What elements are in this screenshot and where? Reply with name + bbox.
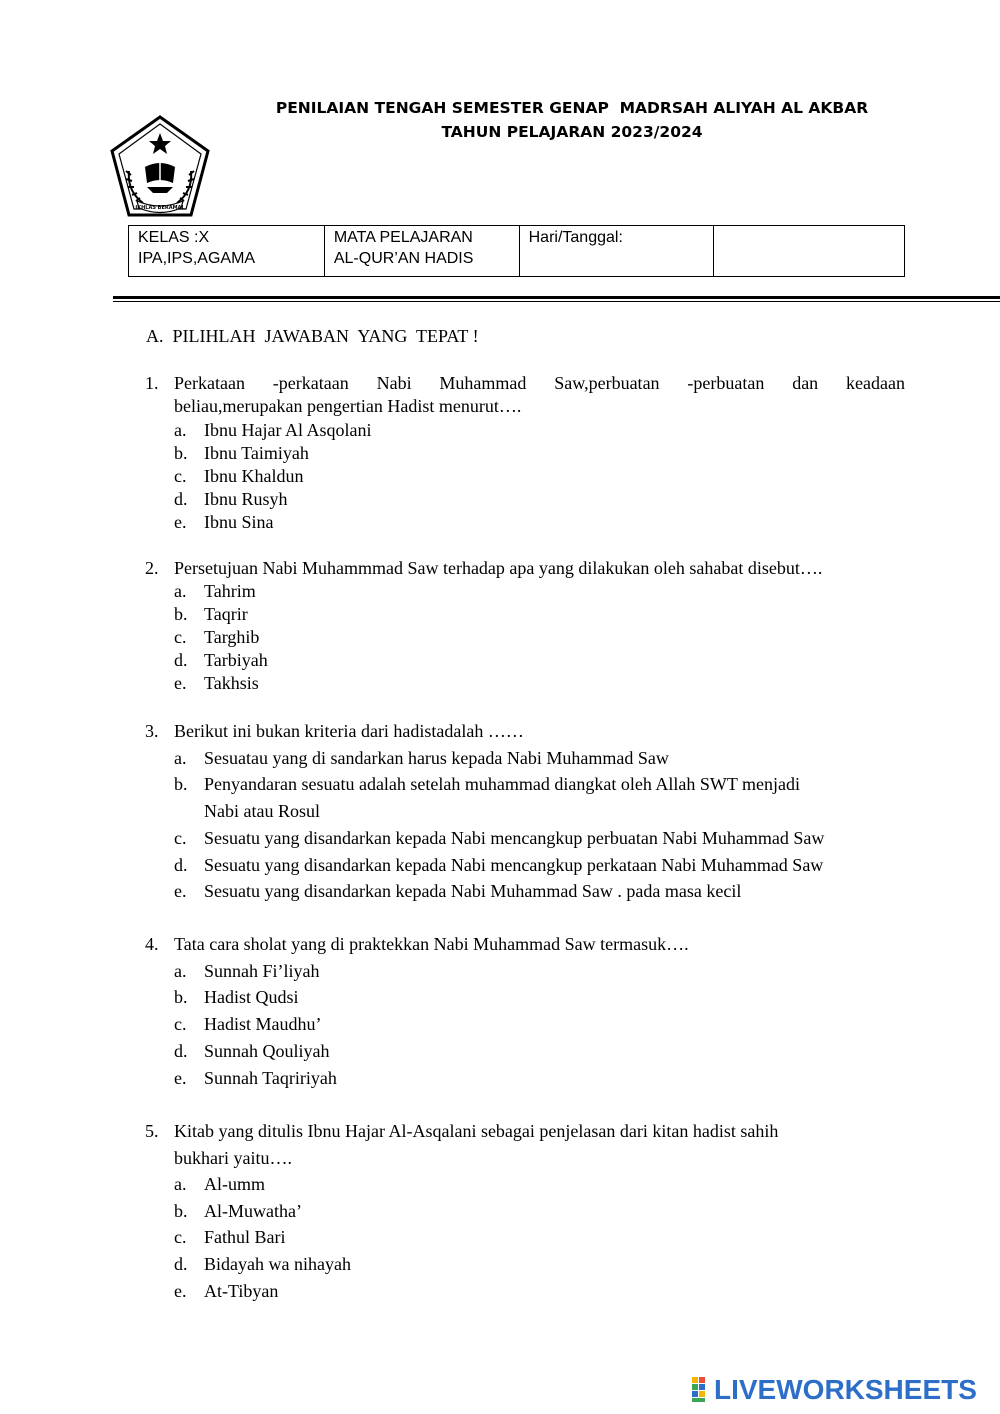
option-text: Hadist Qudsi: [204, 987, 299, 1007]
option-text-line: Penyandaran sesuatu adalah setelah muhammad diangkat oleh Allah SWT menjadi: [204, 774, 800, 794]
option-letter: a.: [174, 1174, 187, 1194]
option-letter: a.: [174, 420, 187, 440]
option-letter: c.: [174, 466, 187, 486]
option-letter: b.: [174, 987, 188, 1007]
question-text-line: Persetujuan Nabi Muhammmad Saw terhadap apa yang dilakukan oleh sahabat disebut….: [174, 558, 823, 578]
option-text: Ibnu Sina: [204, 512, 274, 532]
option-text-line: Nabi atau Rosul: [204, 801, 320, 821]
option-letter: e.: [174, 512, 187, 532]
option-letter: b.: [174, 604, 188, 624]
hari-tanggal-value-cell[interactable]: [714, 226, 905, 277]
option-text: Fathul Bari: [204, 1227, 286, 1247]
option-letter: d.: [174, 1041, 188, 1061]
question-text: [174, 557, 905, 580]
option-text: Targhib: [204, 627, 260, 647]
svg-text:IKHLAS BERAMAL: IKHLAS BERAMAL: [135, 205, 185, 211]
option-letter: d.: [174, 650, 188, 670]
question-text-line: beliau,merupakan pengertian Hadist menurut….: [174, 396, 522, 416]
option-letter: a.: [174, 748, 187, 768]
option-text: Sesuatu yang disandarkan kepada Nabi Muhammad Saw . pada masa kecil: [204, 881, 742, 901]
option-text: Ibnu Rusyh: [204, 489, 288, 509]
question-text-line: Perkataan -perkataan Nabi Muhammad Saw,perbuatan -perbuatan dan keadaan: [174, 373, 905, 393]
header-divider-thin: [113, 301, 1000, 302]
option-letter: e.: [174, 881, 187, 901]
question-number: 3.: [145, 721, 159, 741]
liveworksheets-logo-icon: [692, 1377, 712, 1403]
kelas-value: IPA,IPS,AGAMA: [138, 250, 256, 267]
question-text: [174, 931, 905, 957]
exam-title: [200, 96, 944, 144]
option-text: At-Tibyan: [204, 1281, 279, 1301]
question-text-line: Kitab yang ditulis Ibnu Hajar Al-Asqalani sebagai penjelasan dari kitan hadist sahih: [174, 1121, 779, 1141]
option-letter: a.: [174, 581, 187, 601]
header-divider: [113, 296, 1000, 299]
option-letter: c.: [174, 1227, 187, 1247]
option-letter: b.: [174, 1201, 188, 1221]
option-letter: a.: [174, 961, 187, 981]
option-letter: d.: [174, 855, 188, 875]
exam-info-table: [128, 225, 905, 277]
mapel-value: AL-QUR’AN HADIS: [333, 250, 474, 267]
question-number: 4.: [145, 934, 159, 954]
option-letter: d.: [174, 489, 188, 509]
mapel-label: MATA PELAJARAN: [333, 229, 473, 246]
mapel-cell: [324, 226, 519, 277]
option-text: Sesuatau yang di sandarkan harus kepada Nabi Muhammad Saw: [204, 748, 669, 768]
liveworksheets-logo[interactable]: [692, 1375, 977, 1405]
option-text: Ibnu Hajar Al Asqolani: [204, 420, 372, 440]
option-text: Al-umm: [204, 1174, 265, 1194]
question-number: 2.: [145, 558, 159, 578]
question-text: [174, 718, 905, 744]
exam-title-line2: TAHUN PELAJARAN 2023/2024: [441, 123, 703, 141]
option-letter: e.: [174, 1281, 187, 1301]
option-text: Sesuatu yang disandarkan kepada Nabi mencangkup perbuatan Nabi Muhammad Saw: [204, 828, 825, 848]
question-text-line: bukhari yaitu….: [174, 1148, 292, 1168]
exam-title-line1: PENILAIAN TENGAH SEMESTER GENAP MADRSAH ALIYAH AL AKBAR: [275, 99, 869, 117]
option-text: Sunnah Taqririyah: [204, 1068, 337, 1088]
kelas-label: KELAS :X: [138, 229, 210, 246]
option-text: Tahrim: [204, 581, 256, 601]
section-title: A. PILIHLAH JAWABAN YANG TEPAT !: [146, 326, 479, 346]
option-letter: b.: [174, 443, 188, 463]
hari-tanggal-cell: [519, 226, 714, 277]
option-letter: d.: [174, 1254, 188, 1274]
question-text-line: Berikut ini bukan kriteria dari hadistadalah ……: [174, 721, 524, 741]
option-text: Sunnah Fi’liyah: [204, 961, 320, 981]
liveworksheets-brand: LIVEWORKSHEETS: [714, 1374, 977, 1405]
option-text: [204, 771, 904, 825]
option-text: Takhsis: [204, 673, 259, 693]
option-text: Sunnah Qouliyah: [204, 1041, 330, 1061]
ministry-emblem-icon: [107, 113, 213, 223]
option-letter: e.: [174, 1068, 187, 1088]
question-number: 5.: [145, 1121, 159, 1141]
option-letter: c.: [174, 1014, 187, 1034]
option-text: Ibnu Taimiyah: [204, 443, 309, 463]
option-text: Al-Muwatha’: [204, 1201, 302, 1221]
kelas-cell: [129, 226, 325, 277]
option-text: Sesuatu yang disandarkan kepada Nabi mencangkup perkataan Nabi Muhammad Saw: [204, 855, 824, 875]
question-number: 1.: [145, 373, 159, 393]
option-text: Tarbiyah: [204, 650, 268, 670]
option-letter: c.: [174, 828, 187, 848]
question-text: [174, 372, 905, 418]
option-letter: b.: [174, 774, 188, 794]
option-text: Ibnu Khaldun: [204, 466, 304, 486]
question-text-line: Tata cara sholat yang di praktekkan Nabi Muhammad Saw termasuk….: [174, 934, 689, 954]
option-text: Hadist Maudhu’: [204, 1014, 322, 1034]
option-text: Taqrir: [204, 604, 248, 624]
option-letter: e.: [174, 673, 187, 693]
option-letter: c.: [174, 627, 187, 647]
option-text: Bidayah wa nihayah: [204, 1254, 351, 1274]
question-text: [174, 1118, 905, 1172]
hari-tanggal-label: Hari/Tanggal:: [528, 229, 623, 246]
